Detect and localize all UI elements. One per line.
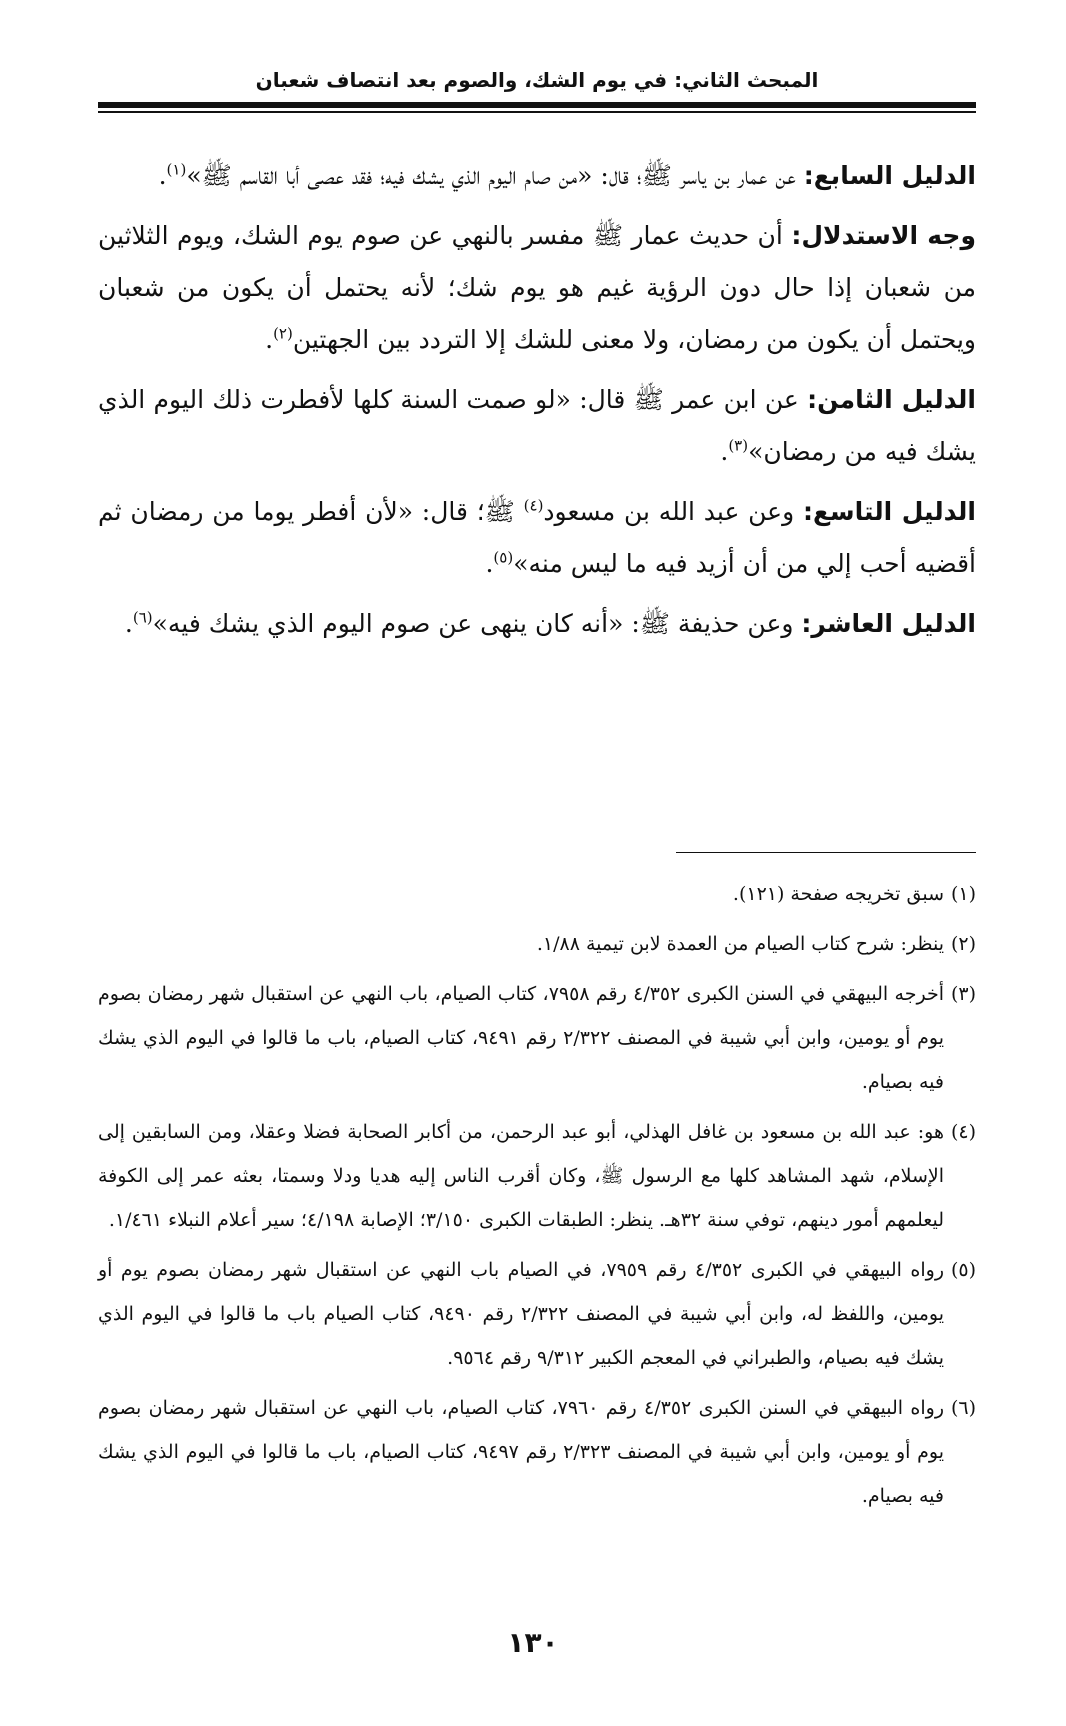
paragraph-text: أن حديث عمار ﷺ مفسر بالنهي عن صوم يوم الشك، ويوم الثلاثين من شعبان إذا حال دون الرؤية غيم هو يوم شك؛ لأنه يحتمل أن يكون من شعبان ويحتمل أن يكون من رمضان، ولا معنى للشك إلا التردد بين الجهتين	[98, 221, 976, 354]
paragraph-tail: .	[485, 549, 494, 578]
footnote-separator	[676, 852, 976, 853]
paragraph-tail: .	[158, 161, 167, 190]
main-text	[98, 150, 976, 658]
footnote-number: (٣)	[950, 983, 976, 1005]
footnote	[98, 972, 976, 1104]
footnote-number: (٥)	[950, 1259, 976, 1281]
footnote-ref: (٥)	[493, 548, 514, 567]
footnotes	[98, 872, 976, 1524]
footnote-text: سبق تخريجه صفحة (١٢١).	[732, 883, 944, 905]
footnote-text: رواه البيهقي في الكبرى ٤/٣٥٢ رقم ٧٩٥٩، في الصيام باب النهي عن استقبال شهر رمضان بصوم يوم أو يومين، واللفظ له، وابن أبي شيبة في المصنف ٢/٣٢٢ رقم ٩٤٩٠، كتاب الصيام باب ما قالوا في اليوم الذي يشك فيه بصيام، والطبراني في المعجم الكبير ٩/٣١٢ رقم ٩٥٦٤.	[98, 1259, 944, 1369]
footnote-ref: (٤)	[523, 496, 544, 515]
footnote	[98, 1110, 976, 1242]
paragraph-evidence-9	[98, 486, 976, 590]
footnote-number: (٦)	[950, 1397, 976, 1419]
footnote-text: ينظر: شرح كتاب الصيام من العمدة لابن تيمية ١/٨٨.	[536, 933, 944, 955]
paragraph-text: ﷺ؛ قال: «لأن أفطر يوما من رمضان ثم أقضيه أحب إلي من أن أزيد فيه ما ليس منه»	[98, 497, 976, 578]
footnote-number: (٢)	[950, 933, 976, 955]
footnote-text: رواه البيهقي في السنن الكبرى ٤/٣٥٢ رقم ٧٩٦٠، كتاب الصيام، باب النهي عن استقبال شهر رمضان بصوم يوم أو يومين، وابن أبي شيبة في المصنف ٢/٣٢٣ رقم ٩٤٩٧، كتاب الصيام، باب ما قالوا في اليوم الذي يشك فيه بصيام.	[98, 1397, 944, 1507]
paragraph-label: الدليل العاشر:	[801, 609, 976, 638]
footnote-text: هو: عبد الله بن مسعود بن غافل الهذلي، أبو عبد الرحمن، من أكابر الصحابة فضلا وعقلا، ومن السابقين إلى الإسلام، شهد المشاهد كلها مع الرسول ﷺ، وكان أقرب الناس إليه هديا ودلا وسمتا، بعثه عمر إلى الكوفة ليعلمهم أمور دينهم، توفي سنة ٣٢هـ. ينظر: الطبقات الكبرى ٣/١٥٠؛ الإصابة ٤/١٩٨؛ سير أعلام النبلاء ١/٤٦١.	[98, 1121, 944, 1231]
paragraph-text: وعن عبد الله بن مسعود	[543, 497, 803, 526]
paragraph-label: وجه الاستدلال:	[791, 221, 976, 250]
paragraph-evidence-8	[98, 374, 976, 478]
footnote	[98, 1248, 976, 1380]
page-number: ١٣٠	[507, 1626, 559, 1659]
header-rule-thick	[98, 102, 976, 108]
paragraph-text: وعن حذيفة ﷺ: «أنه كان ينهى عن صوم اليوم الذي يشك فيه»	[152, 609, 802, 638]
page-header	[98, 60, 976, 102]
paragraph-tail: .	[265, 325, 274, 354]
paragraph-inference	[98, 210, 976, 366]
paragraph-label: الدليل التاسع:	[802, 497, 976, 526]
paragraph-text: عن عمار بن ياسر ﷺ؛ قال: «من صام اليوم الذي يشك فيه؛ فقد عصى أبا القاسم ﷺ»	[186, 161, 804, 190]
paragraph-tail: .	[720, 437, 729, 466]
footnote-ref: (٦)	[132, 608, 153, 627]
paragraph-evidence-10	[98, 598, 976, 650]
footnote	[98, 872, 976, 916]
footnote-ref: (٢)	[273, 324, 293, 343]
footnote-text: أخرجه البيهقي في السنن الكبرى ٤/٣٥٢ رقم ٧٩٥٨، كتاب الصيام، باب النهي عن استقبال شهر رمضان بصوم يوم أو يومين، وابن أبي شيبة في المصنف ٢/٣٢٢ رقم ٩٤٩١، كتاب الصيام، باب ما قالوا في اليوم الذي يشك فيه بصيام.	[98, 983, 944, 1093]
header-title: المبحث الثاني: في يوم الشك، والصوم بعد انتصاف شعبان	[255, 68, 819, 92]
footnote	[98, 1386, 976, 1518]
footnote-ref: (٣)	[728, 436, 749, 455]
paragraph-label: الدليل الثامن:	[807, 385, 976, 414]
paragraph-evidence-7	[98, 150, 976, 202]
footnote-number: (١)	[950, 883, 976, 905]
footnote-ref: (١)	[166, 160, 187, 179]
footnote-number: (٤)	[950, 1121, 976, 1143]
paragraph-tail: .	[124, 609, 133, 638]
paragraph-text: عن ابن عمر ﷺ قال: «لو صمت السنة كلها لأفطرت ذلك اليوم الذي يشك فيه من رمضان»	[98, 385, 976, 466]
paragraph-label: الدليل السابع:	[803, 161, 976, 190]
header-rule-thin	[98, 111, 976, 113]
footnote	[98, 922, 976, 966]
